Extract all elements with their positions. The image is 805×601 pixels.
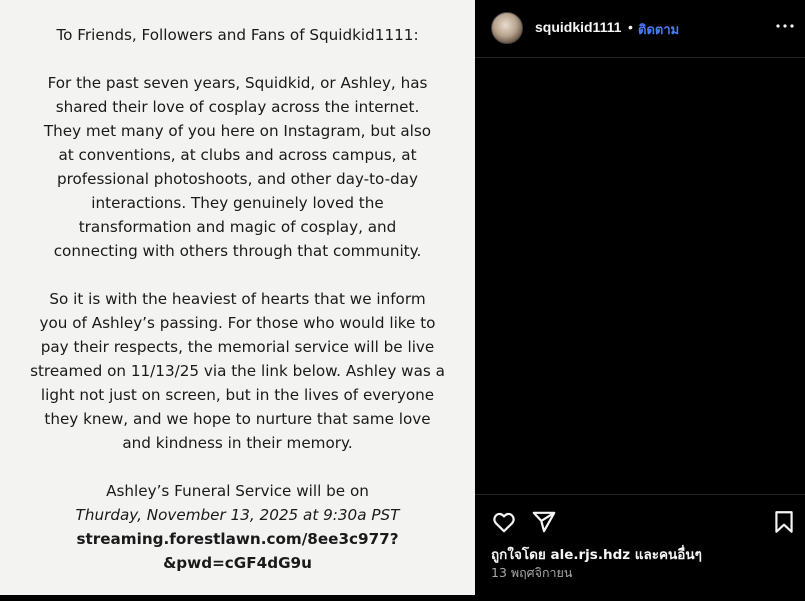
post-actions [475,494,805,601]
more-horizontal-icon[interactable] [773,14,797,38]
letter-paragraph-1 [0,71,475,263]
letter-line: shared their love of cosplay across the internet. [55,98,420,116]
letter-line: For the past seven years, Squidkid, or Ashley, has [47,74,428,92]
letter-line: connecting with others through that community. [53,242,422,260]
stream-link-line-1: streaming.forestlawn.com/8ee3c977? [76,530,399,548]
letter-line: you of Ashley’s passing. For those who would like to [39,314,436,332]
liked-suffix[interactable]: และคนอื่นๆ [634,547,702,563]
letter-line: transformation and magic of cosplay, and [78,218,397,236]
letter-line: pay their respects, the memorial service will be live [40,338,435,356]
separator-dot: • [628,19,633,35]
letter-greeting [0,23,475,47]
liked-prefix: ถูกใจโดย [491,547,546,563]
bookmark-icon[interactable] [771,509,797,535]
letter-paragraph-2 [0,287,475,455]
post-header [475,0,805,58]
heart-icon[interactable] [491,509,517,535]
letter-line: They met many of you here on Instagram, but also [43,122,432,140]
service-datetime: Thurday, November 13, 2025 at 9:30a PST [75,506,400,524]
letter-service-info [0,479,475,575]
post-side-panel [475,0,805,600]
letter-line: streamed on 11/13/25 via the link below. Ashley was a [30,362,445,380]
likes-summary [491,543,702,565]
post-date[interactable]: 13 พฤศจิกายน [491,565,573,580]
letter-line: To Friends, Followers and Fans of Squidkid1111: [56,26,419,44]
letter-text [0,23,475,599]
stream-link-line-2: &pwd=cGF4dG9u [163,554,312,572]
avatar[interactable] [491,12,523,44]
letter-line: So it is with the heaviest of hearts that we inform [49,290,426,308]
comments-area[interactable] [475,58,805,494]
service-heading: Ashley’s Funeral Service will be on [106,482,369,500]
letter-line: at conventions, at clubs and across campus, at [58,146,417,164]
letter-line: light not just on screen, but in the lives of everyone [40,386,435,404]
share-icon[interactable] [531,509,557,535]
username[interactable]: squidkid1111 [535,19,622,35]
liked-user-link[interactable]: ale.rjs.hdz [550,547,631,563]
letter-line: and kindness in their memory. [122,434,353,452]
letter-line: interactions. They genuinely loved the [91,194,384,212]
letter-line: they knew, and we hope to nurture that same love [44,410,431,428]
letter-line: professional photoshoots, and other day-to-day [56,170,419,188]
follow-button[interactable]: ติดตาม [638,23,680,38]
image-bottom-edge [0,595,475,600]
